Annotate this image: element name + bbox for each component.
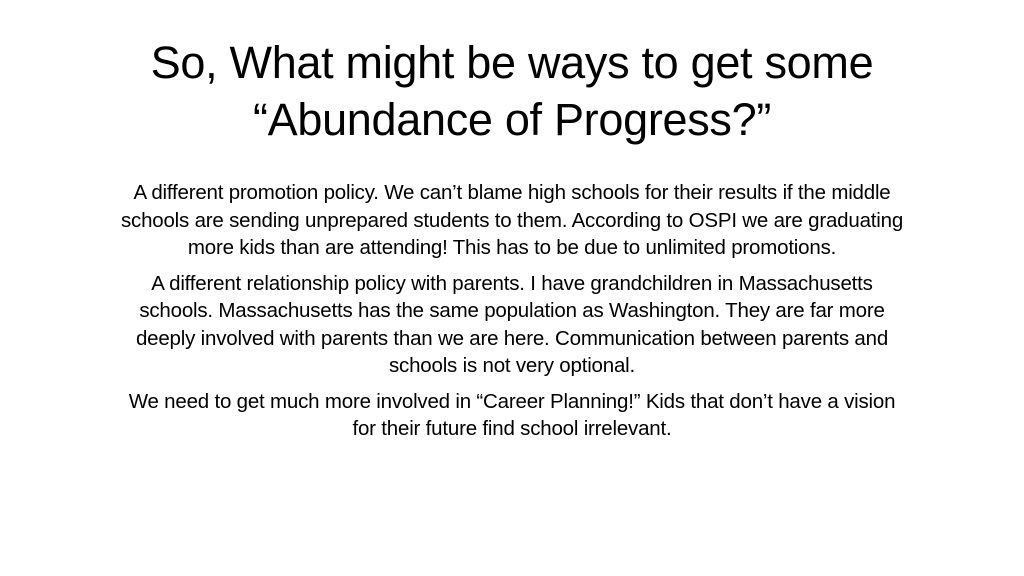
paragraph-promotion-policy: A different promotion policy. We can’t blame high schools for their results if the middle schools are sending unprepared students to them. According to OSPI we are graduating more kids than are attending! This has to be due to unlimited promotions. [120,181,904,259]
paragraph-career-planning: We need to get much more involved in “Career Planning!” Kids that don’t have a vision for their future find school irrelevant. [128,389,896,440]
slide-body [120,179,904,451]
slide-title: So, What might be ways to get some “Abundance of Progress?” [150,37,874,145]
paragraph-parent-relationship: A different relationship policy with parents. I have grandchildren in Massachusetts schools. Massachusetts has the same population as Washington. They are far more deeply involved with parents than we are here. Communication between parents and schools is not very optional. [135,271,889,377]
